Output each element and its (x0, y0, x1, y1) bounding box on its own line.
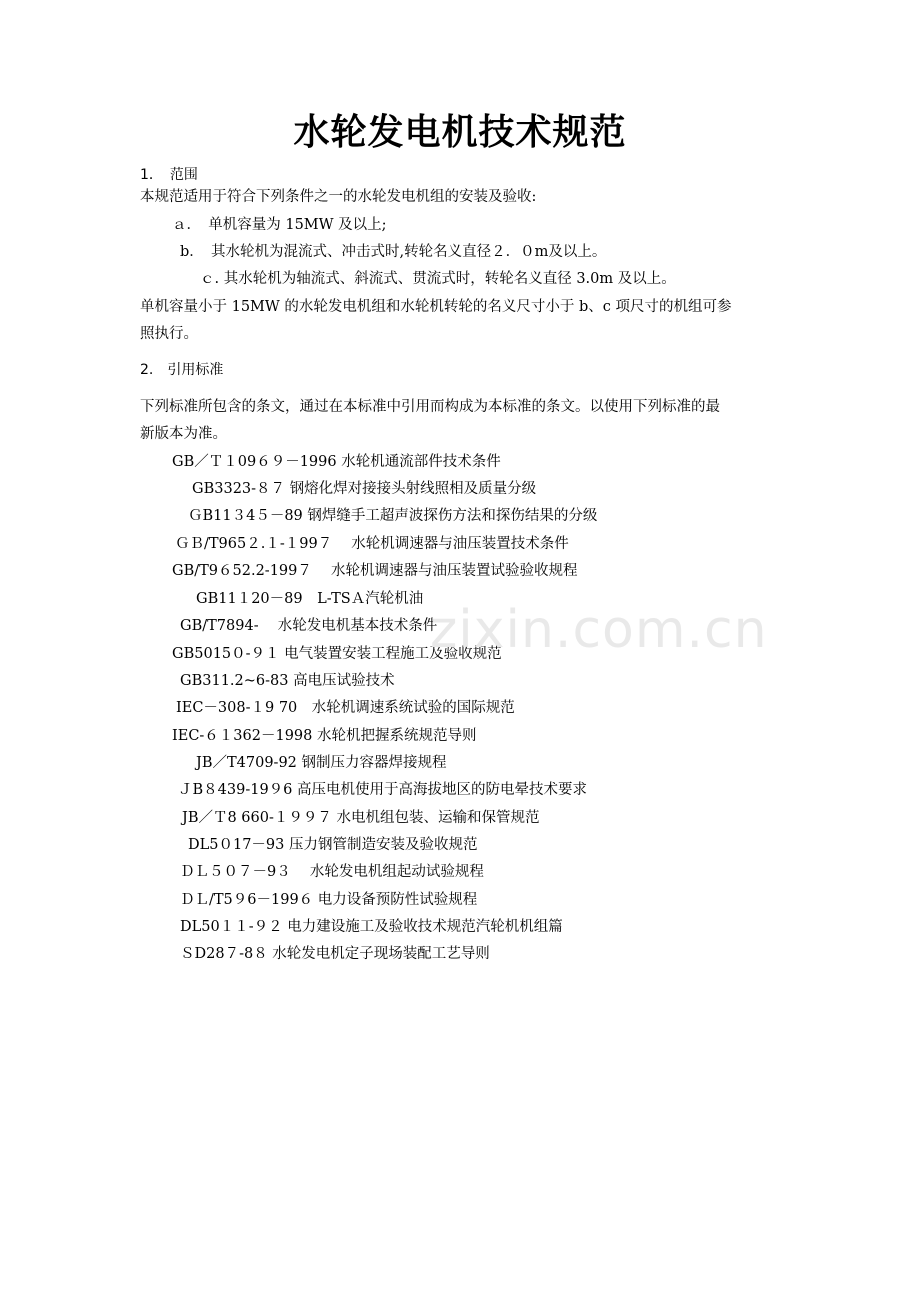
standard-item: GB11１20－89 L-TSＡ汽轮机油 (196, 591, 424, 607)
standard-item: GB311.2~6-83 高电压试验技术 (180, 673, 395, 689)
standard-item: GB/T7894- 水轮发电机基本技术条件 (180, 618, 438, 634)
site-watermark: zixin.com.cn (430, 600, 768, 660)
standard-item: ＤＬ/T5９6－199６ 电力设备预防性试验规程 (180, 892, 478, 908)
section-1-heading: 1． 范围 (140, 167, 198, 183)
scope-note-line-1: 单机容量小于 15MW 的水轮发电机组和水轮机转轮的名义尺寸小于 b、c 项尺寸的机组可参 (140, 299, 732, 315)
standard-item: ＤＬ５０７－9３ 水轮发电机组起动试验规程 (180, 864, 484, 880)
standard-item: GB／Ｔ１09６９－1996 水轮机通流部件技术条件 (172, 454, 501, 470)
standard-item: ＳD28７-8８ 水轮发电机定子现场装配工艺导则 (180, 946, 490, 962)
scope-note-line-2: 照执行。 (140, 326, 198, 342)
scope-item-a: ａ． 单机容量为 15MW 及以上; (172, 217, 387, 233)
standard-item: GB5015０-９１ 电气装置安装工程施工及验收规范 (172, 646, 502, 662)
standard-item: ＪB８439-19９6 高压电机使用于高海拔地区的防电晕技术要求 (178, 782, 588, 798)
section-2-heading: 2. 引用标准 (140, 362, 224, 378)
standard-item: ＧＢ/T965２.１-１99７ 水轮机调速器与油压装置技术条件 (175, 536, 569, 552)
standard-item: GB/T9６52.2-199７ 水轮机调速器与油压装置试验验收规程 (172, 563, 578, 579)
standard-item: JB／Ｔ8 660-１９９７ 水电机组包装、运输和保管规范 (182, 810, 540, 826)
standard-item: DL5０17－93 压力钢管制造安装及验收规范 (188, 837, 478, 853)
scope-item-c: ｃ. 其水轮机为轴流式、斜流式、贯流式时，转轮名义直径 3.0m 及以上。 (200, 271, 676, 287)
section-2-intro-line-1: 下列标准所包含的条文，通过在本标准中引用而构成为本标准的条文。以使用下列标准的最 (140, 399, 720, 415)
standard-item: DL50１１-９２ 电力建设施工及验收技术规范汽轮机机组篇 (180, 919, 563, 935)
standard-item: IEC-６１362－1998 水轮机把握系统规范导则 (172, 728, 477, 744)
standard-item: GB3323-８７ 钢熔化焊对接接头射线照相及质量分级 (192, 481, 537, 497)
section-2-intro-line-2: 新版本为准。 (140, 426, 227, 442)
section-1-intro: 本规范适用于符合下列条件之一的水轮发电机组的安装及验收: (140, 189, 537, 205)
standard-item: ＧB11３4５－89 钢焊缝手工超声波探伤方法和探伤结果的分级 (188, 508, 598, 524)
document-title: 水轮发电机技术规范 (293, 112, 627, 153)
standard-item: IEC－308-１9 70 水轮机调速系统试验的国际规范 (176, 700, 515, 716)
standard-item: JB／T4709-92 钢制压力容器焊接规程 (196, 755, 447, 771)
scope-item-b: b． 其水轮机为混流式、冲击式时,转轮名义直径２．０m及以上。 (180, 244, 607, 260)
